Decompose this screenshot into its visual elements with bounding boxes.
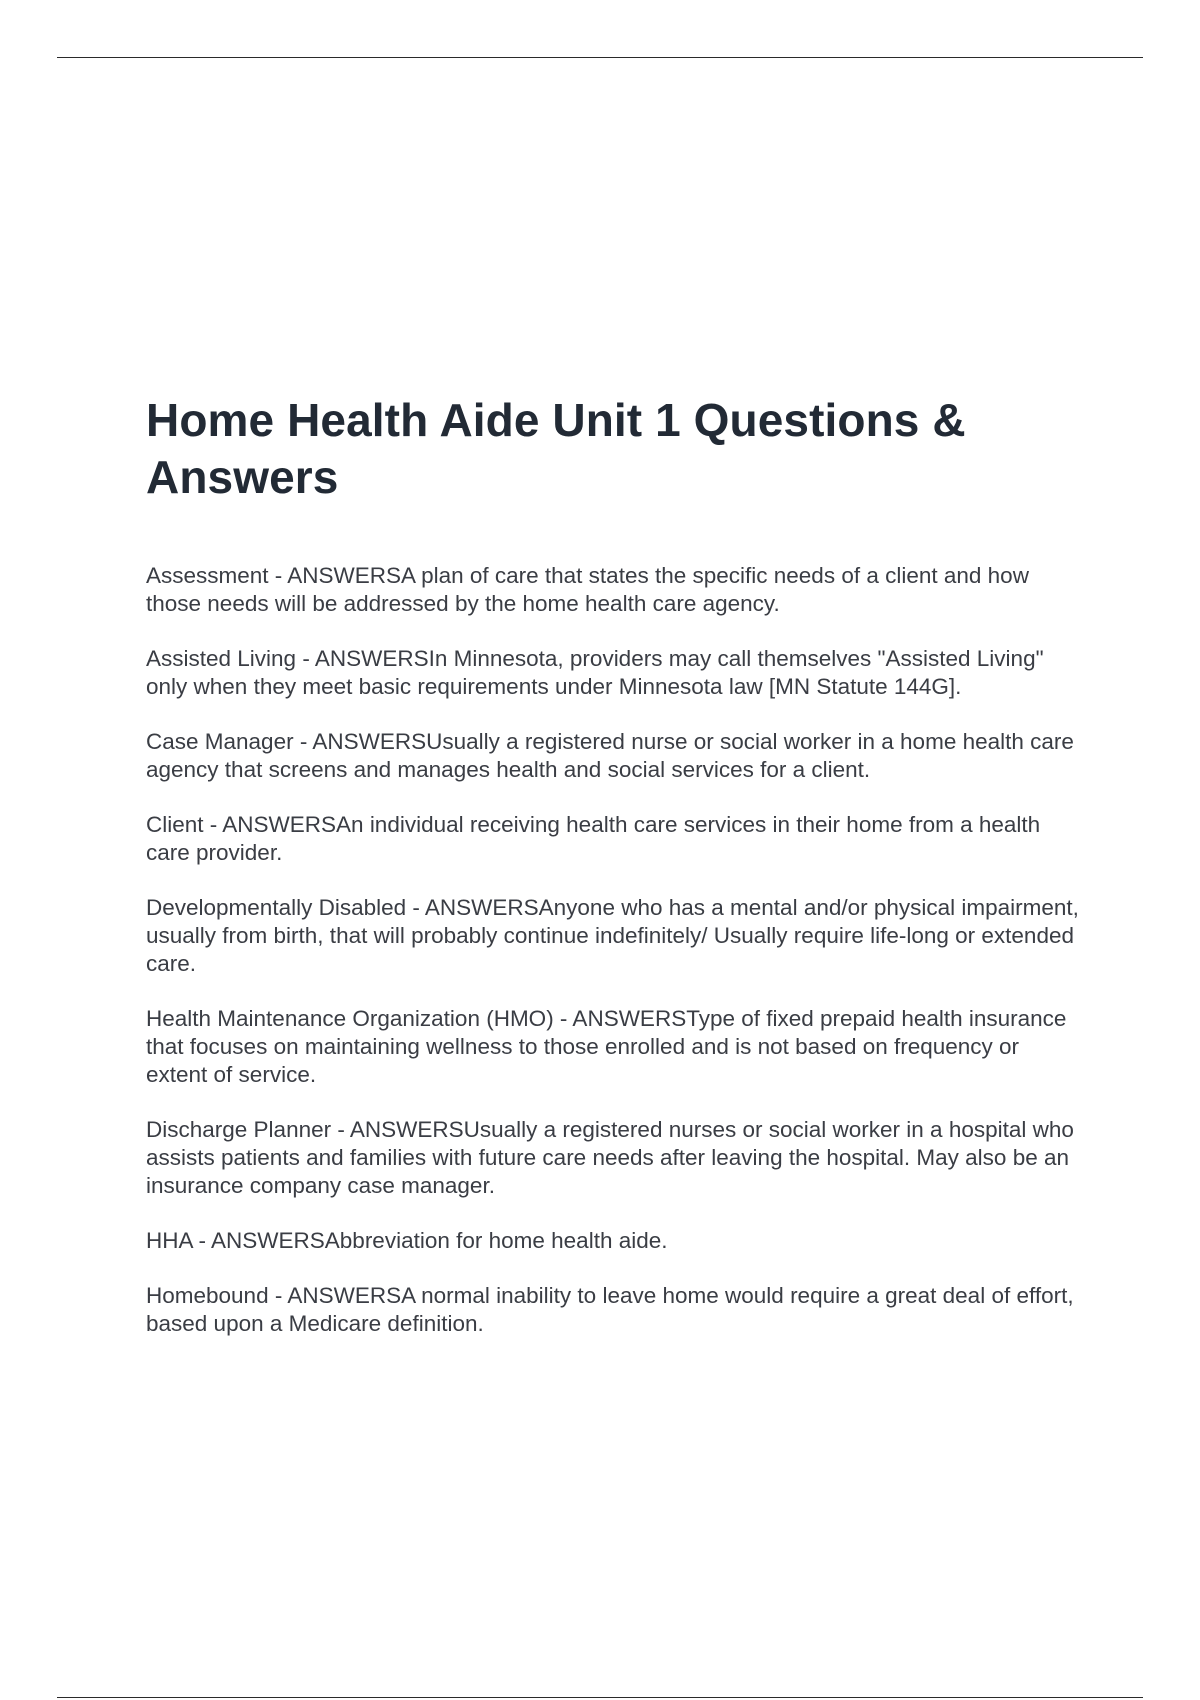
qa-entry-discharge-planner: Discharge Planner - ANSWERSUsually a registered nurses or social worker in a hospital who assists patients and families with future care needs after leaving the hospital. May also be an insurance company case manager. — [146, 1117, 1074, 1198]
qa-entry-assisted-living: Assisted Living - ANSWERSIn Minnesota, providers may call themselves "Assisted Living" only when they meet basic requirements under Minnesota law [MN Statute 144G]. — [146, 646, 1044, 699]
qa-entry-developmentally-disabled: Developmentally Disabled - ANSWERSAnyone who has a mental and/or physical impairment, usually from birth, that will probably continue indefinitely/ Usually require life-long or extended care. — [146, 895, 1079, 976]
page-title: Home Health Aide Unit 1 Questions & Answers — [146, 394, 966, 503]
document-body — [146, 392, 1086, 1365]
qa-entry-homebound: Homebound - ANSWERSA normal inability to leave home would require a great deal of effort, based upon a Medicare definition. — [146, 1283, 1074, 1336]
qa-list — [146, 562, 1086, 1338]
qa-entry-hha: HHA - ANSWERSAbbreviation for home health aide. — [146, 1228, 668, 1253]
header-divider — [57, 57, 1143, 58]
footer-divider — [57, 1697, 1143, 1698]
qa-entry-hmo: Health Maintenance Organization (HMO) - ANSWERSType of fixed prepaid health insurance that focuses on maintaining wellness to those enrolled and is not based on frequency or extent of service. — [146, 1006, 1067, 1087]
qa-entry-case-manager: Case Manager - ANSWERSUsually a registered nurse or social worker in a home health care agency that screens and manages health and social services for a client. — [146, 729, 1074, 782]
qa-entry-client: Client - ANSWERSAn individual receiving health care services in their home from a health care provider. — [146, 812, 1041, 865]
qa-entry-assessment: Assessment - ANSWERSA plan of care that states the specific needs of a client and how those needs will be addressed by the home health care agency. — [146, 563, 1029, 616]
